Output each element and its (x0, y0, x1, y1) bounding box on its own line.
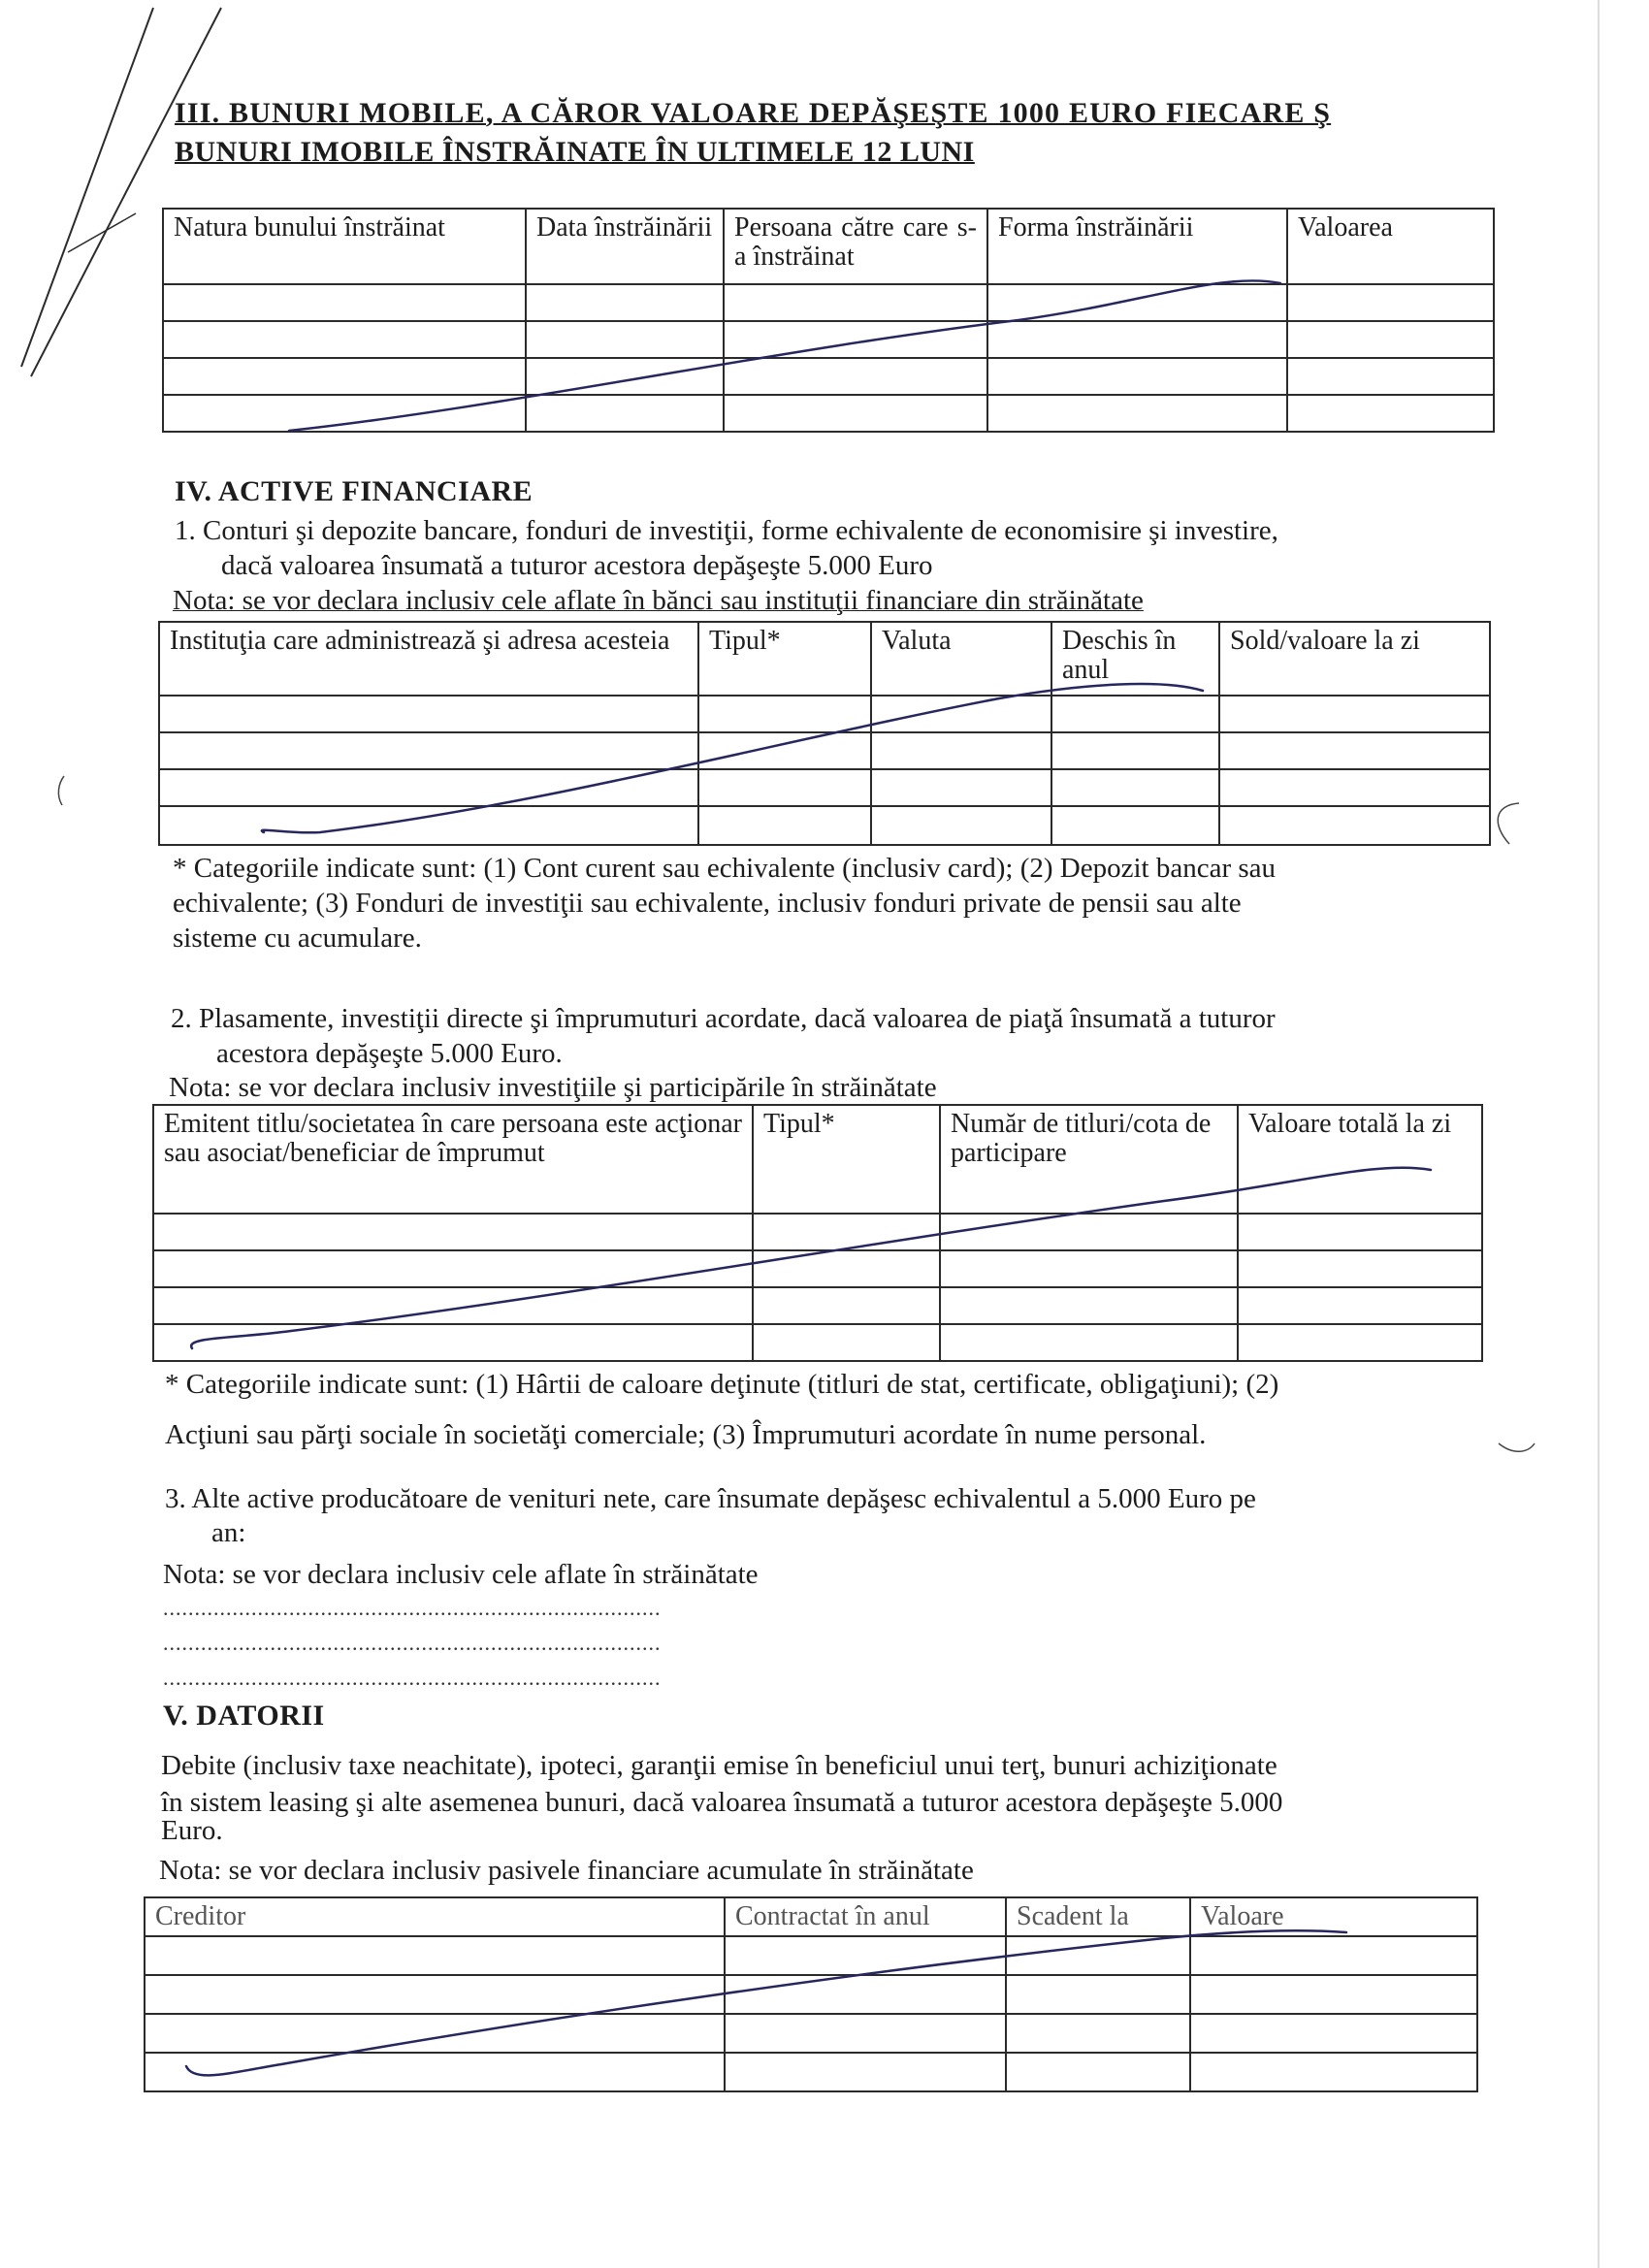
col-header-contractat: Contractat în anul (725, 1897, 1006, 1936)
col-header-tipul: Tipul* (698, 622, 871, 696)
item3-note: Nota: se vor declara inclusiv cele aflate în străinătate (163, 1559, 759, 1590)
col-header-data: Data înstrăinării (526, 209, 724, 284)
table-row (163, 284, 1494, 321)
col-header-forma: Forma înstrăinării (987, 209, 1287, 284)
table-row (145, 1975, 1477, 2014)
scan-mark (58, 776, 64, 805)
table-row (153, 1324, 1482, 1361)
table-row (153, 1250, 1482, 1287)
col-header-creditor: Creditor (145, 1897, 725, 1936)
table-row (163, 395, 1494, 432)
col-header-natura: Natura bunului înstrăinat (163, 209, 526, 284)
item1-footnote-line1: * Categoriile indicate sunt: (1) Cont curent sau echivalente (inclusiv card); (2) Depozit bancar sau (173, 853, 1277, 884)
table-row (159, 696, 1490, 732)
item2-note: Nota: se vor declara inclusiv investiţiile şi participările în străinătate (169, 1072, 937, 1103)
table-row (159, 769, 1490, 806)
section-5-note: Nota: se vor declara inclusiv pasivele financiare acumulate în străinătate (159, 1855, 974, 1886)
margin-line (68, 213, 136, 252)
table-row (163, 321, 1494, 358)
col-header-valuta: Valuta (871, 622, 1051, 696)
col-header-persoana: Persoana către care s-a înstrăinat (724, 209, 987, 284)
table-row (153, 1214, 1482, 1250)
item1-text-line2: dacă valoarea însumată a tuturor acestora depăşeşte 5.000 Euro (221, 550, 933, 581)
accounts-table (158, 621, 1491, 846)
section-5-title: V. DATORII (163, 1700, 325, 1732)
section-4-title: IV. ACTIVE FINANCIARE (175, 475, 534, 507)
item1-note: Nota: se vor declara inclusiv cele aflate în bănci sau instituţii financiare din străinătate (173, 585, 1144, 616)
scan-mark (1499, 1443, 1535, 1451)
section-3-table (162, 208, 1495, 433)
scan-mark (1498, 803, 1519, 844)
col-header-deschis: Deschis în anul (1051, 622, 1219, 696)
col-header-tipul: Tipul* (753, 1105, 940, 1214)
section-3-title-line1: III. BUNURI MOBILE, A CĂROR VALOARE DEPĂŞEŞTE 1000 EURO FIECARE Ş (175, 97, 1332, 129)
col-header-valoarea: Valoarea (1287, 209, 1494, 284)
item1-footnote-line2: echivalente; (3) Fonduri de investiţii sau echivalente, inclusiv fonduri private de pensii sau alte (173, 888, 1242, 919)
section-5-text-line1: Debite (inclusiv taxe neachitate), ipoteci, garanţii emise în beneficiul unui terţ, bunuri achiziţionate (161, 1750, 1277, 1781)
item2-footnote-line1: * Categoriile indicate sunt: (1) Hârtii de caloare deţinute (titluri de stat, certificate, obligaţiuni); (2) (165, 1369, 1279, 1400)
item2-text-line2: acestora depăşeşte 5.000 Euro. (216, 1038, 563, 1069)
section-5-text-line3: Euro. (161, 1815, 223, 1846)
debts-table (144, 1896, 1478, 2092)
col-header-scadent: Scadent la (1006, 1897, 1190, 1936)
item2-footnote-line2: Acţiuni sau părţi sociale în societăţi comerciale; (3) Împrumuturi acordate în nume personal. (165, 1419, 1207, 1450)
table-row (153, 1287, 1482, 1324)
table-row (159, 806, 1490, 845)
item2-text-line1: 2. Plasamente, investiţii directe şi împrumuturi acordate, dacă valoarea de piaţă însumată a tuturor (171, 1003, 1276, 1034)
section-5-text-line2: în sistem leasing şi alte asemenea bunuri, dacă valoarea însumată a tuturor acestora depăşeşte 5.000 (161, 1787, 1283, 1818)
col-header-institutia: Instituţia care administrează şi adresa acesteia (159, 622, 698, 696)
table-row (145, 2014, 1477, 2053)
section-3-title-line2: BUNURI IMOBILE ÎNSTRĂINATE ÎN ULTIMELE 12 LUNI (175, 136, 975, 168)
item3-text-line1: 3. Alte active producătoare de venituri nete, care însumate depăşesc echivalentul a 5.000 Euro pe (165, 1483, 1256, 1514)
item1-text-line1: 1. Conturi şi depozite bancare, fonduri de investiţii, forme echivalente de economisire şi investire, (175, 515, 1278, 546)
col-header-numar: Număr de titluri/cota de participare (940, 1105, 1238, 1214)
table-row (163, 358, 1494, 395)
col-header-valoare: Valoare (1190, 1897, 1477, 1936)
item3-text-line2: an: (211, 1517, 246, 1548)
margin-line (21, 8, 153, 367)
dotted-fill-line: ............................................................................... (163, 1666, 662, 1690)
investments-table (152, 1104, 1483, 1362)
col-header-emitent: Emitent titlu/societatea în care persoana este acţionar sau asociat/beneficiar de împrumut (153, 1105, 753, 1214)
table-row (159, 732, 1490, 769)
dotted-fill-line: ............................................................................... (163, 1631, 662, 1655)
dotted-fill-line: ............................................................................... (163, 1596, 662, 1620)
col-header-sold: Sold/valoare la zi (1219, 622, 1490, 696)
item1-footnote-line3: sisteme cu acumulare. (173, 923, 422, 954)
table-row (145, 1936, 1477, 1975)
table-row (145, 2053, 1477, 2091)
col-header-valoare: Valoare totală la zi (1238, 1105, 1482, 1214)
